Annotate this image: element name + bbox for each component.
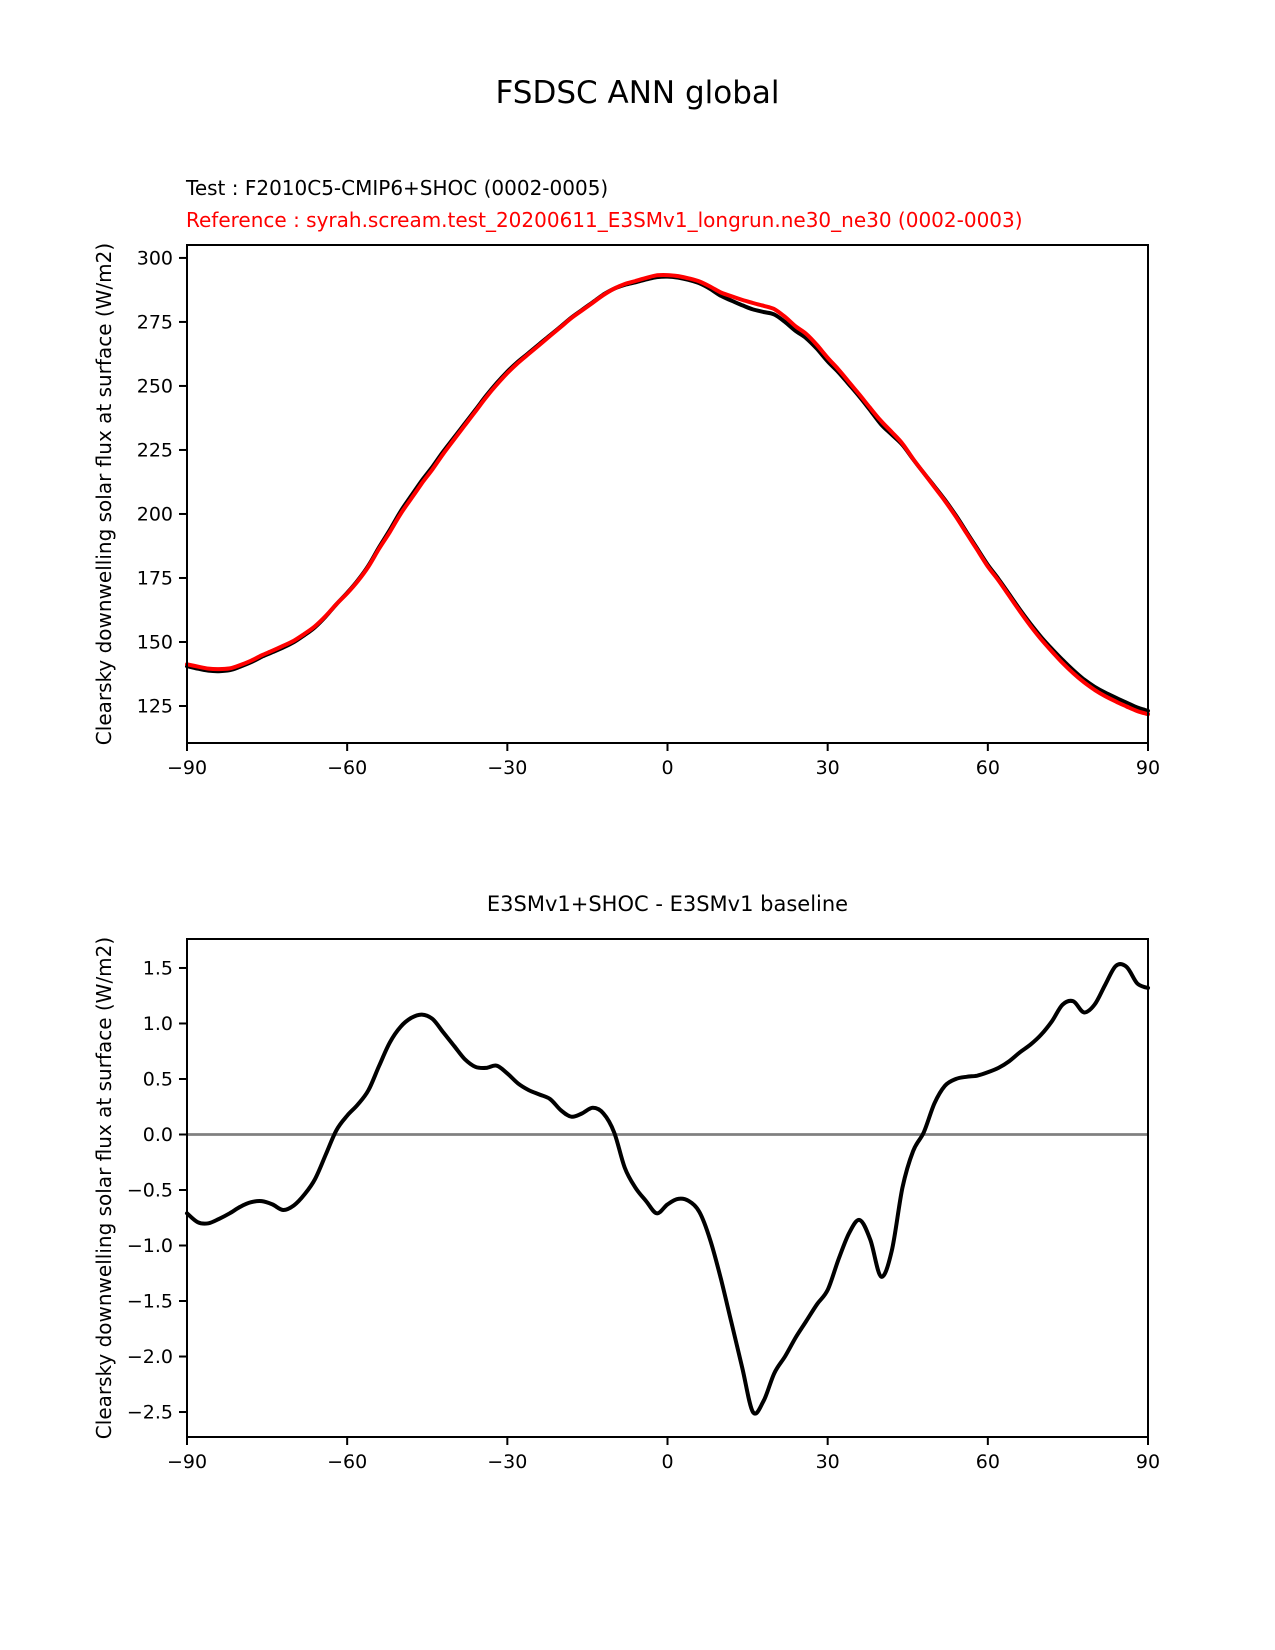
y-tick-label: −2.5: [126, 1401, 173, 1424]
y-axis-label-bottom: Clearsky downwelling solar flux at surface (W/m2): [92, 936, 116, 1440]
reference-label: Reference : syrah.scream.test_20200611_E3SMv1_longrun.ne30_ne30 (0002-0003): [186, 208, 1023, 232]
x-tick-label: −60: [327, 757, 368, 779]
y-tick-label: 175: [136, 567, 173, 590]
x-tick-label: −90: [166, 1451, 208, 1473]
y-tick-label: −2.0: [126, 1346, 173, 1369]
x-tick-label: −90: [166, 757, 208, 779]
plot-box: [187, 245, 1148, 743]
x-tick-label: −30: [487, 1451, 528, 1473]
x-tick-label: 60: [975, 757, 1000, 779]
reference-line: [187, 275, 1148, 714]
y-tick-label: 0.5: [142, 1068, 173, 1091]
y-tick-label: −1.0: [126, 1235, 173, 1258]
x-tick-label: 30: [815, 1451, 840, 1473]
difference-title: E3SMv1+SHOC - E3SMv1 baseline: [486, 892, 849, 916]
y-tick-label: 275: [136, 311, 173, 334]
x-tick-label: 0: [661, 757, 674, 779]
y-tick-label: 0.0: [142, 1123, 173, 1146]
x-tick-label: 90: [1135, 757, 1161, 779]
y-tick-label: 150: [136, 631, 173, 654]
y-tick-label: 225: [136, 439, 173, 462]
x-tick-label: −30: [487, 757, 528, 779]
y-tick-label: 1.0: [142, 1012, 173, 1035]
y-tick-label: 1.5: [142, 957, 173, 980]
y-axis-label-top: Clearsky downwelling solar flux at surface (W/m2): [92, 242, 116, 746]
y-tick-label: 300: [136, 247, 173, 270]
x-tick-label: −60: [327, 1451, 368, 1473]
x-tick-label: 60: [975, 1451, 1000, 1473]
test-line: [187, 277, 1148, 711]
y-tick-label: 200: [136, 503, 173, 526]
y-tick-label: 250: [136, 375, 173, 398]
y-tick-label: 125: [136, 695, 173, 718]
y-tick-label: −0.5: [126, 1179, 173, 1202]
y-tick-label: −1.5: [126, 1290, 173, 1313]
x-tick-label: 0: [661, 1451, 674, 1473]
x-tick-label: 30: [815, 757, 840, 779]
figure-title: FSDSC ANN global: [495, 75, 780, 111]
x-tick-label: 90: [1135, 1451, 1161, 1473]
test-label: Test : F2010C5-CMIP6+SHOC (0002-0005): [186, 176, 609, 200]
plot-box: [187, 939, 1148, 1437]
difference-line: [187, 964, 1148, 1414]
